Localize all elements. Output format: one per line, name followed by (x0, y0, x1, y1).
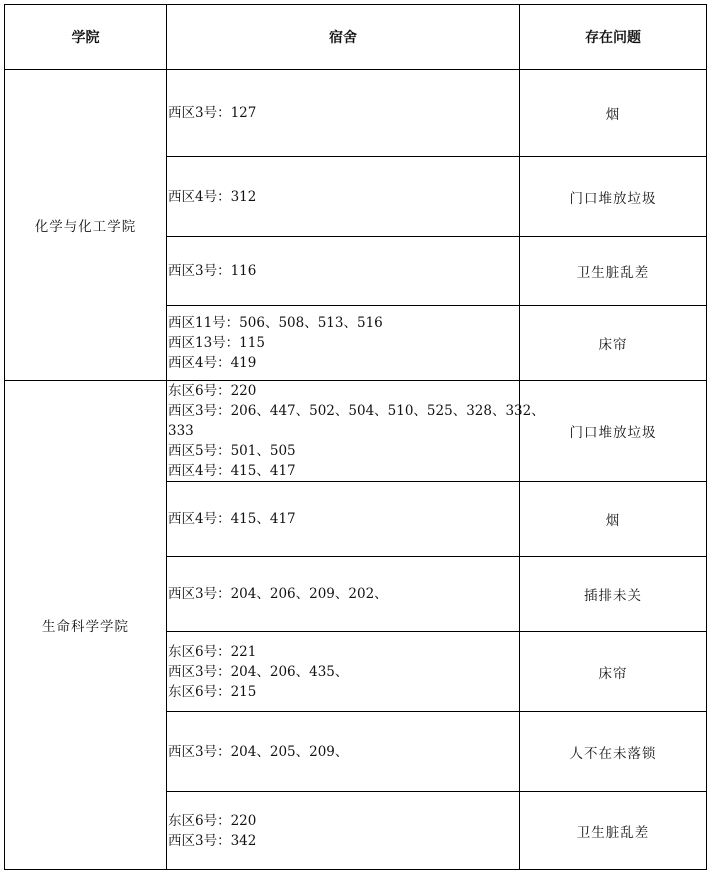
dormitory-line: 东区6号：220 (168, 812, 257, 829)
dormitory-line: 东区6号：221 (168, 643, 257, 660)
dormitory-line: 西区4号：312 (168, 188, 257, 205)
dormitory-line: 西区3号：204、205、209、 (168, 743, 349, 760)
dormitory-line: 西区3号：204、206、435、 (168, 663, 349, 680)
dormitory-line: 西区11号：506、508、513、516 (168, 315, 383, 331)
dormitory-cell (167, 792, 520, 870)
dormitory-line: 东区6号：220 (168, 383, 257, 399)
college-cell: 生命科学学院 (5, 381, 167, 870)
issue-cell: 烟 (520, 482, 707, 557)
dormitory-cell (167, 712, 520, 792)
dormitory-line: 西区3号：204、206、209、202、 (168, 586, 388, 602)
dormitory-cell (167, 381, 545, 482)
dormitory-cell (167, 482, 520, 557)
issue-cell: 床帘 (520, 306, 707, 381)
dormitory-cell (167, 557, 520, 632)
issue-cell: 卫生脏乱差 (520, 792, 707, 870)
dormitory-line: 东区6号：215 (168, 683, 257, 700)
inspection-table (4, 4, 707, 870)
dormitory-line: 西区4号：419 (168, 355, 257, 371)
header-row (5, 5, 707, 70)
issue-cell: 卫生脏乱差 (520, 237, 707, 306)
dormitory-line: 西区5号：501、505 (168, 443, 296, 459)
dormitory-cell (167, 157, 520, 237)
issue-cell: 插排未关 (520, 557, 707, 632)
header-dormitory: 宿舍 (167, 5, 520, 70)
issue-cell: 人不在未落锁 (520, 712, 707, 792)
dormitory-line: 西区13号：115 (168, 335, 265, 351)
dormitory-cell (167, 306, 520, 381)
dormitory-cell (167, 237, 520, 306)
dormitory-line: 西区3号：206、447、502、504、510、525、328、332、 (168, 403, 545, 419)
dormitory-line: 西区3号：116 (168, 263, 257, 279)
dormitory-line: 西区3号：127 (168, 105, 257, 121)
dormitory-line: 西区3号：342 (168, 832, 257, 849)
issue-cell: 烟 (520, 70, 707, 157)
dormitory-cell (167, 70, 520, 157)
issue-cell: 床帘 (520, 632, 707, 712)
header-college: 学院 (5, 5, 167, 70)
table-row (5, 381, 707, 482)
issue-cell: 门口堆放垃圾 (520, 381, 707, 482)
college-cell: 化学与化工学院 (5, 70, 167, 381)
dormitory-line: 西区4号：415、417 (168, 463, 296, 479)
header-issue: 存在问题 (520, 5, 707, 70)
dormitory-line: 西区4号：415、417 (168, 511, 296, 527)
dormitory-cell (167, 632, 520, 712)
dormitory-line: 333 (168, 423, 194, 439)
table-row (5, 70, 707, 157)
issue-cell: 门口堆放垃圾 (520, 157, 707, 237)
